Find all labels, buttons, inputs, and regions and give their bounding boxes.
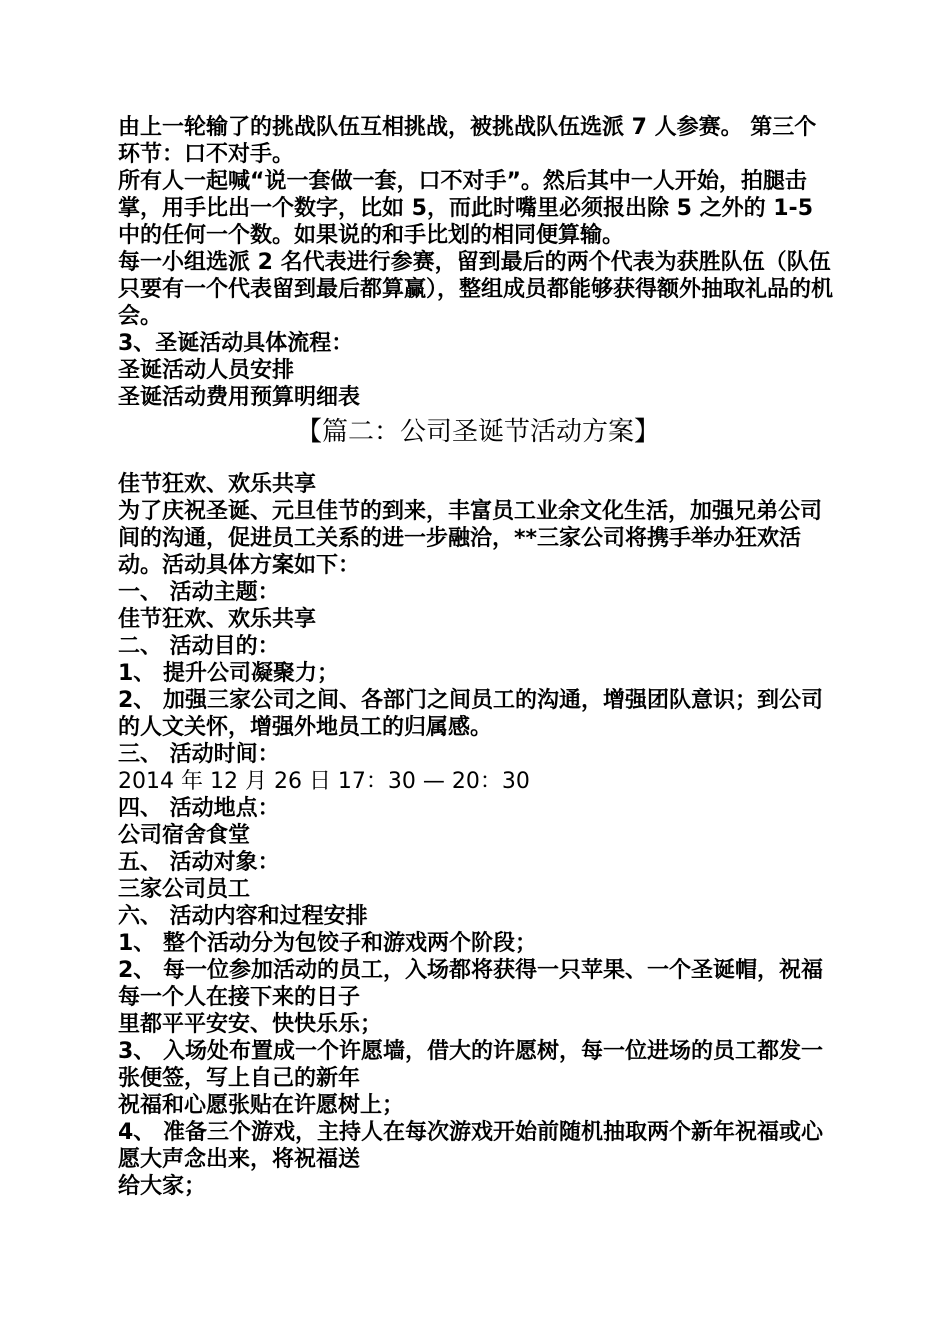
content-item-2-cont: 里都平平安安、快快乐乐； [118,1012,383,1037]
purpose-item-2: 2、 加强三家公司之间、各部门之间员工的沟通，增强团队意识；到公司的人文关怀，增强外地员工的归属感。 [118,688,823,740]
purpose-item-1: 1、 提升公司凝聚力； [118,661,339,686]
content-item-3: 3、 入场处布置成一个许愿墙，借大的许愿树，每一位进场的员工都发一张便签，写上自己的新年 [118,1039,823,1091]
location-value: 公司宿舍食堂 [118,823,251,848]
content-item-1: 1、 整个活动分为包饺子和游戏两个阶段； [118,931,537,956]
section-theme: 一、 活动主题： [118,580,280,605]
section-purpose: 二、 活动目的： [118,634,280,659]
paragraph-group-selection: 每一小组选派 2 名代表进行参赛，留到最后的两个代表为获胜队伍（队伍只要有一个代表留到最后都算赢），整组成员都能够获得额外抽取礼品的机会。 [118,250,834,329]
section-christmas-process: 3、圣诞活动具体流程： [118,331,354,356]
section-audience: 五、 活动对象： [118,850,280,875]
paragraph-intro: 为了庆祝圣诞、元旦佳节的到来，丰富员工业余文化生活，加强兄弟公司间的沟通，促进员工关系的进一步融洽，**三家公司将携手举办狂欢活动。活动具体方案如下： [118,499,823,578]
content-item-4: 4、 准备三个游戏，主持人在每次游戏开始前随机抽取两个新年祝福或心愿大声念出来，将祝福送 [118,1120,823,1172]
section-time: 三、 活动时间： [118,742,280,767]
section-location: 四、 活动地点： [118,796,280,821]
content-item-2: 2、 每一位参加活动的员工，入场都将获得一只苹果、一个圣诞帽，祝福每一个人在接下来的日子 [118,958,823,1010]
theme-line: 佳节狂欢、欢乐共享 [118,472,317,497]
item-budget-detail: 圣诞活动费用预算明细表 [118,385,361,410]
section-content: 六、 活动内容和过程安排 [118,904,368,929]
content-item-4-cont: 给大家； [118,1174,207,1199]
document-body [118,114,838,1200]
paragraph-game-rules: 所有人一起喊“说一套做一套，口不对手”。然后其中一人开始，拍腿击掌，用手比出一个数字，比如 5，而此时嘴里必须报出除 5 之外的 1-5 中的任何一个数。如果说的和手比划的相同便算输。 [118,169,814,248]
audience-value: 三家公司员工 [118,877,251,902]
paragraph-challenge: 由上一轮输了的挑战队伍互相挑战，被挑战队伍选派 7 人参赛。 第三个环节：口不对手。 [118,115,817,167]
theme-value: 佳节狂欢、欢乐共享 [118,607,317,632]
chapter-heading: 【篇二：公司圣诞节活动方案】 [295,417,660,447]
content-item-3-cont: 祝福和心愿张贴在许愿树上； [118,1093,405,1118]
time-value: 2014 年 12 月 26 日 17：30 — 20：30 [118,769,530,794]
item-staff-arrangement: 圣诞活动人员安排 [118,358,295,383]
